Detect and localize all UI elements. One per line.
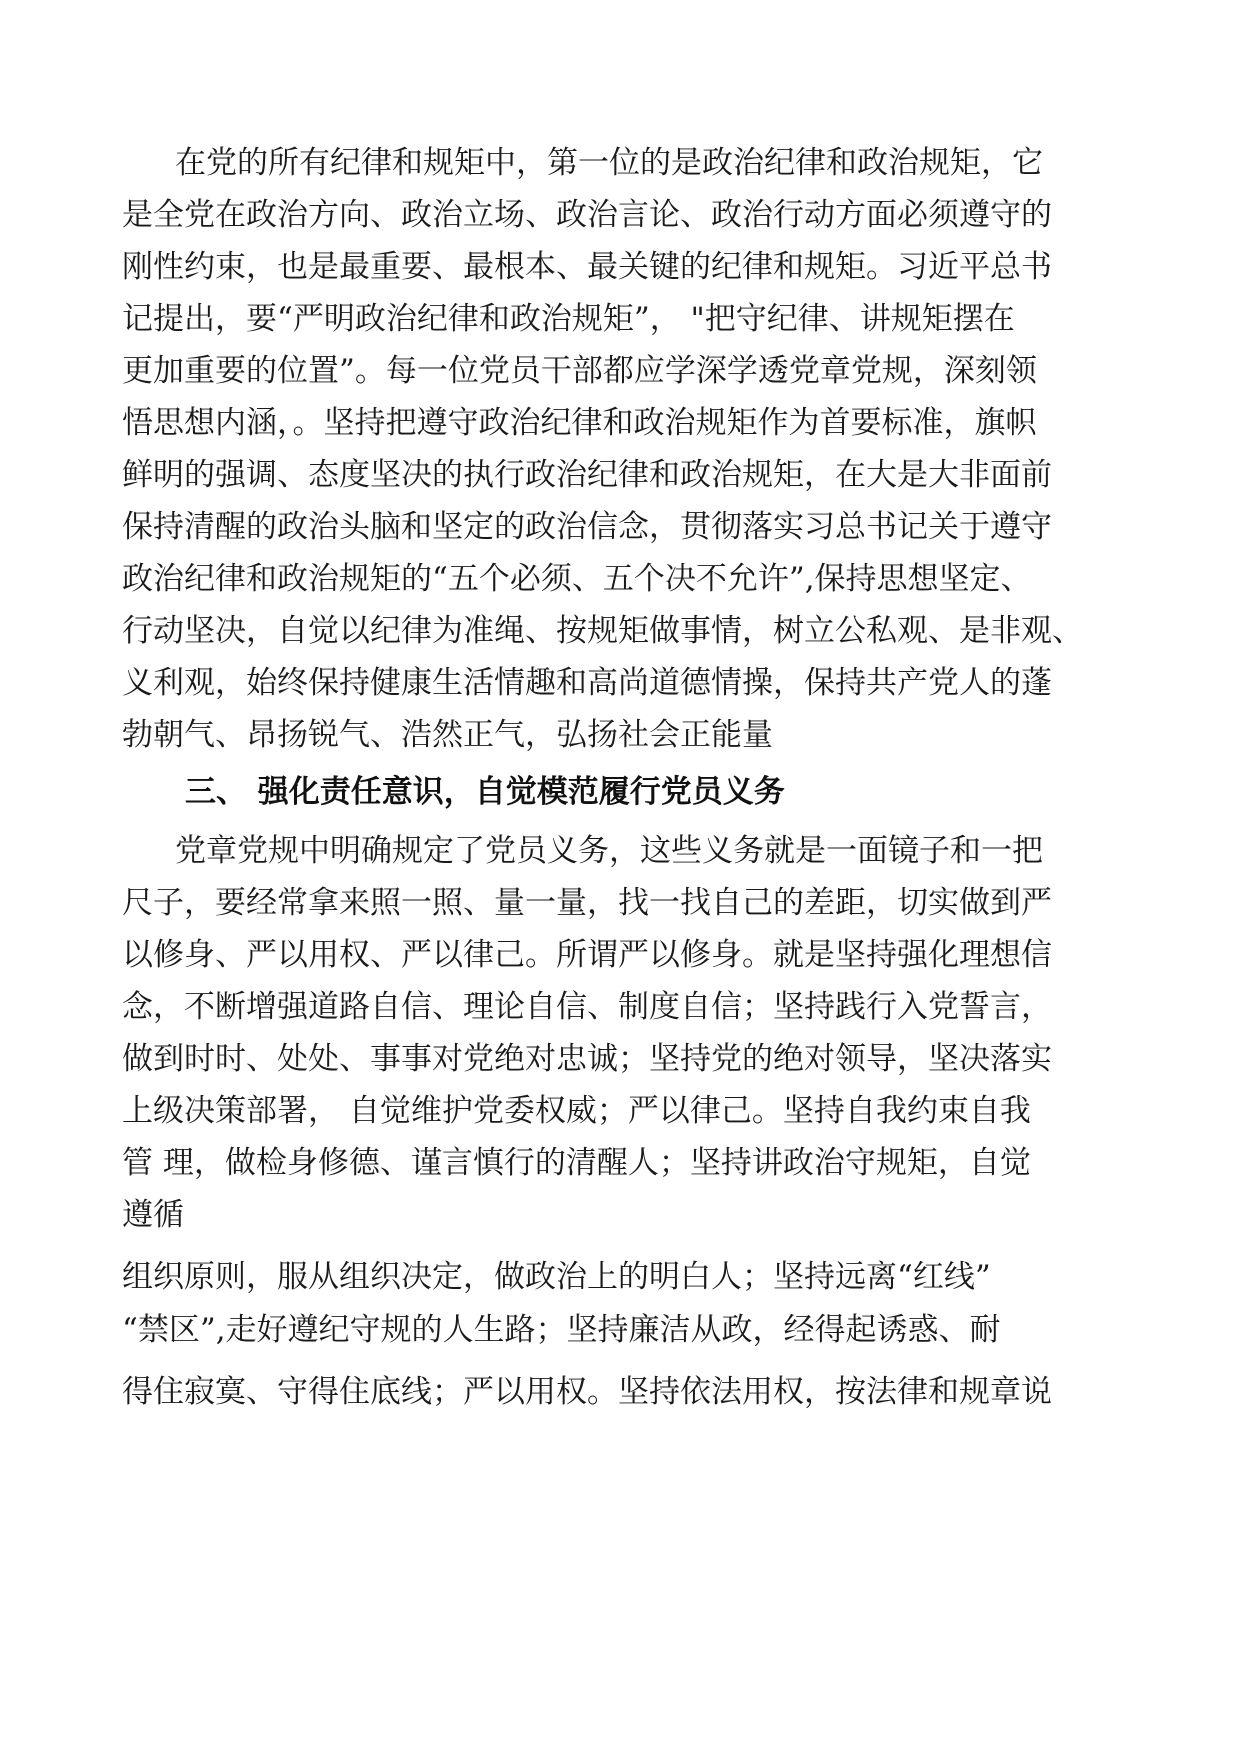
paragraph-line: 悟思想内涵，。坚持把遵守政治纪律和政治规矩作为首要标准，旗帜 bbox=[122, 405, 1037, 441]
paragraph-line: 政治纪律和政治规矩的“五个必须、五个决不允许”,保持思想坚定、 bbox=[122, 561, 1032, 597]
paragraph-line: 在党的所有纪律和规矩中，第一位的是政治纪律和政治规矩，它 bbox=[175, 145, 1043, 181]
paragraph-line: 鲜明的强调、态度坚决的执行政治纪律和政治规矩，在大是大非面前 bbox=[122, 457, 1052, 493]
paragraph-line: 党章党规中明确规定了党员义务，这些义务就是一面镜子和一把 bbox=[175, 833, 1043, 869]
paragraph-line: 上级决策部署， 自觉维护党委权威；严以律己。坚持自我约束自我 bbox=[122, 1093, 1031, 1129]
paragraph-line: 以修身、严以用权、严以律己。所谓严以修身。就是坚持强化理想信 bbox=[122, 937, 1052, 973]
paragraph-line: 组织原则，服从组织决定，做政治上的明白人；坚持远离“红线” bbox=[122, 1259, 991, 1295]
paragraph-line: 管 理，做检身修德、谨言慎行的清醒人；坚持讲政治守规矩，自觉 bbox=[122, 1145, 1031, 1181]
paragraph-line: “禁区”,走好遵纪守规的人生路；坚持廉洁从政，经得起诱惑、耐 bbox=[122, 1312, 1001, 1348]
paragraph-line: 刚性约束，也是最重要、最根本、最关键的纪律和规矩。习近平总书 bbox=[122, 249, 1052, 285]
paragraph-line: 更加重要的位置”。每一位党员干部都应学深学透党章党规，深刻领 bbox=[122, 353, 1037, 389]
paragraph-line: 是全党在政治方向、政治立场、政治言论、政治行动方面必须遵守的 bbox=[122, 197, 1052, 233]
paragraph-line: 得住寂寞、守得住底线；严以用权。坚持依法用权，按法律和规章说 bbox=[122, 1374, 1052, 1410]
paragraph-line: 遵循 bbox=[122, 1197, 184, 1233]
paragraph-line: 义利观，始终保持健康生活情趣和高尚道德情操，保持共产党人的蓬 bbox=[122, 665, 1052, 701]
section-heading: 三、 强化责任意识，自觉模范履行党员义务 bbox=[185, 774, 785, 810]
paragraph-line: 念，不断增强道路自信、理论自信、制度自信；坚持践行入党誓言， bbox=[122, 989, 1052, 1025]
paragraph-line: 尺子，要经常拿来照一照、量一量，找一找自己的差距，切实做到严 bbox=[122, 885, 1052, 921]
paragraph-line: 行动坚决，自觉以纪律为准绳、按规矩做事情，树立公私观、是非观、 bbox=[122, 613, 1083, 649]
paragraph-line: 记提出，要“严明政治纪律和政治规矩”， "把守纪律、讲规矩摆在 bbox=[122, 301, 1015, 337]
paragraph-line: 保持清醒的政治头脑和坚定的政治信念，贯彻落实习总书记关于遵守 bbox=[122, 509, 1052, 545]
paragraph-line: 做到时时、处处、事事对党绝对忠诚；坚持党的绝对领导，坚决落实 bbox=[122, 1041, 1052, 1077]
paragraph-line: 勃朝气、昂扬锐气、浩然正气，弘扬社会正能量 bbox=[122, 717, 773, 753]
